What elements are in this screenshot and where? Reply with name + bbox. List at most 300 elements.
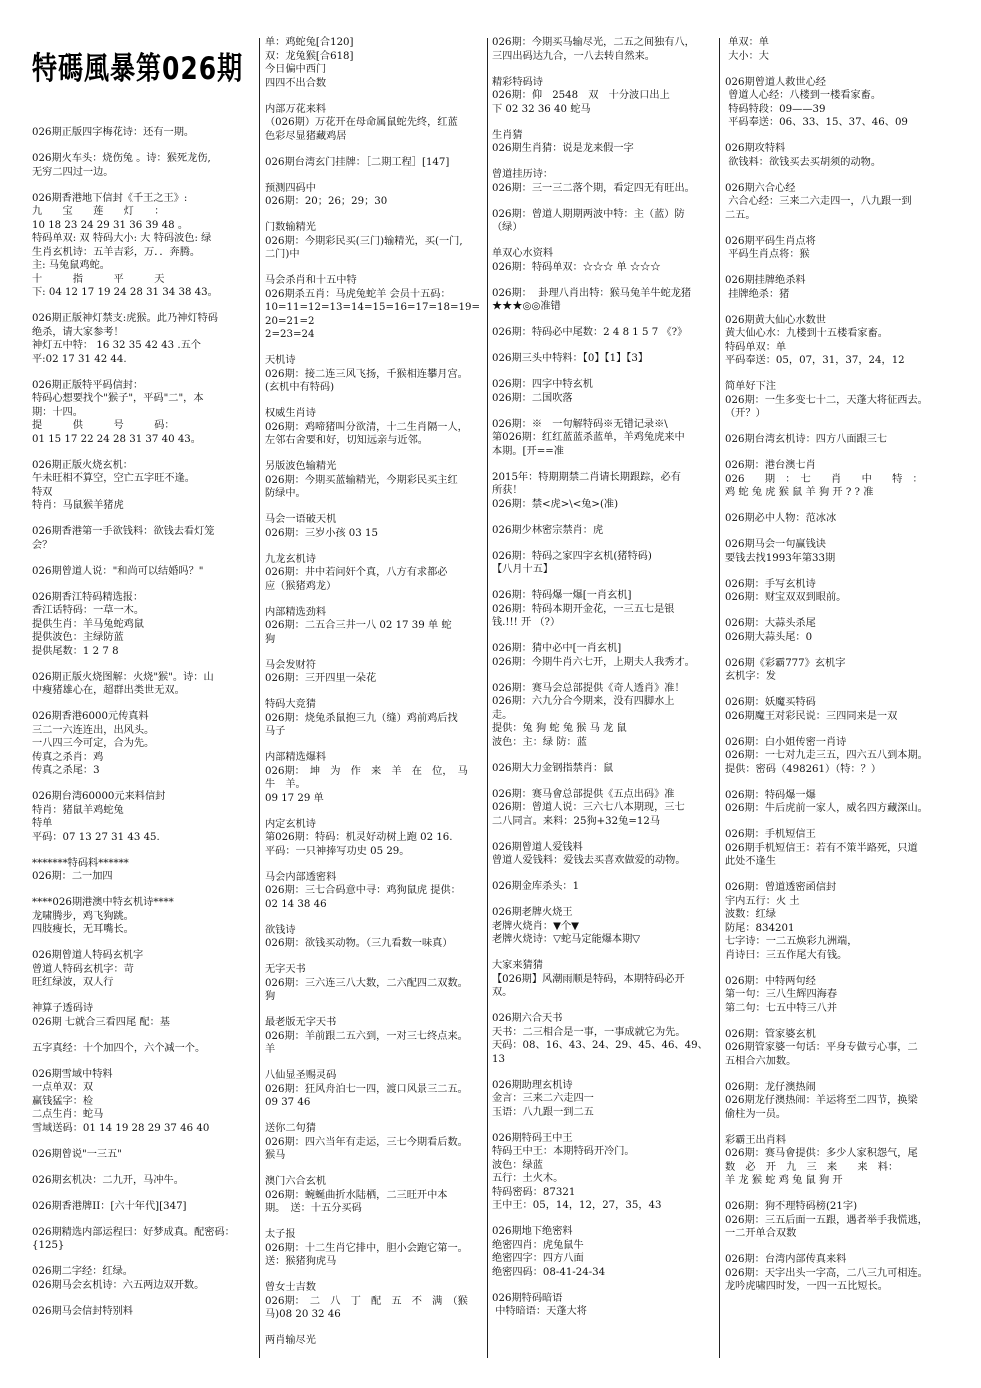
text-line: 防尾：834201 xyxy=(725,922,795,934)
text-line: 026期曾说"一三五" xyxy=(32,1148,122,1160)
text-line: 026期挂牌绝杀料 xyxy=(725,275,806,286)
text-line: 026期少林密宗禁肖：虎 xyxy=(492,524,604,536)
text-block xyxy=(725,881,950,962)
text-line: 七字诗：一二五焕彩九洲端， xyxy=(725,936,858,947)
text-block xyxy=(492,1292,717,1319)
text-block xyxy=(492,589,717,630)
text-line: 026期马会玄机诗：六五两边双开数。 xyxy=(32,1279,205,1291)
text-block xyxy=(725,380,950,421)
text-line: 026期：龙仔澳热闹 xyxy=(725,1081,816,1093)
text-line: 026期：仰 2548 双 十分波口出上 xyxy=(492,90,670,101)
text-block xyxy=(265,156,483,170)
text-block xyxy=(265,1016,483,1057)
text-line: 026期：手机短信王 xyxy=(725,829,816,840)
text-line: 026期金库杀头：1 xyxy=(492,881,580,892)
text-line: 预测四码中 xyxy=(265,182,316,194)
text-block xyxy=(32,1068,254,1136)
text-block xyxy=(32,1174,254,1188)
text-line: 猴马 xyxy=(265,1150,286,1161)
text-block xyxy=(725,1081,950,1122)
text-line: 特肖：马鼠猴羊猪虎 xyxy=(32,500,124,511)
text-block xyxy=(725,36,950,63)
text-line: 传真之杀肖：鸡 xyxy=(32,751,104,763)
text-line: 大家来猜猜 xyxy=(492,960,543,971)
text-line: 特码密码：87321 xyxy=(492,1186,576,1198)
text-block xyxy=(32,525,254,552)
text-line: 026期：三五后面一五跟，遇者举手我慌逃， xyxy=(725,1214,928,1226)
text-line: 特码心想要找个"猴子"，平码"二"，本 xyxy=(32,393,204,404)
text-block xyxy=(32,710,254,778)
text-line: 026期：蜿蜒曲折水陆栖，二三旺开中本 xyxy=(265,1189,448,1201)
text-line: 欲钱料：欲钱买去买胡须的动物。 xyxy=(725,156,882,168)
text-line: 026期：三岁小孩 03 15 xyxy=(265,527,378,539)
text-block xyxy=(265,553,483,594)
text-block xyxy=(725,736,950,777)
text-line: 13 xyxy=(492,1053,505,1065)
text-line: 大小：大 xyxy=(725,50,769,62)
text-line: 金言：三来二六走四一 xyxy=(492,1093,594,1104)
text-line: 026期：三七合码意中寻：鸡狗鼠虎 提供： xyxy=(265,885,461,896)
text-line: 期。 送：十五分买码 xyxy=(265,1203,362,1214)
text-line: 第二句：七五中特三八并 xyxy=(725,1002,838,1014)
text-line: 赢钱猛字：检 xyxy=(32,1095,94,1107)
text-block xyxy=(725,617,950,644)
text-line: 026期手机短信王：若有不策半路死，只道 xyxy=(725,842,918,854)
text-line: 026期马会信封特别料 xyxy=(32,1305,133,1317)
text-block xyxy=(265,1228,483,1269)
text-block xyxy=(265,818,483,859)
text-line: (玄机中有特码) xyxy=(265,382,335,393)
text-line: 026期：特码本期开金花，一三五七是银 xyxy=(492,603,675,615)
text-block xyxy=(32,126,254,140)
text-block xyxy=(32,1305,254,1319)
text-line: 数 必 开 九 三 来 来 料： xyxy=(725,1161,899,1173)
text-line: 十 指 平 天 xyxy=(32,273,165,285)
text-line: 026期香港牌II：[六十年代][347] xyxy=(32,1200,187,1212)
text-line: 026期正版四字梅花诗：还有一期。 xyxy=(32,127,195,138)
text-line: 会？ xyxy=(32,539,53,551)
text-line: 平码奉送：05，07，31，37，24，12 xyxy=(725,355,905,366)
text-line: 天码：08、16、43、24、29、45、46、49、 xyxy=(492,1040,708,1051)
text-line: 九龙玄机诗 xyxy=(265,553,316,565)
text-block xyxy=(492,959,717,1000)
text-line: 026期 七就合三看四尾 配：基 xyxy=(32,1016,170,1028)
text-line: 马)08 20 32 46 xyxy=(265,1309,341,1320)
text-line: 旺红绿波，双人行 xyxy=(32,977,114,988)
text-line: 门数输精光 xyxy=(265,222,316,233)
text-line: 龙啸腾步，鸡飞狗跳。 xyxy=(32,910,134,922)
text-line: 026期正版火烧图解：火烧"猴"。诗：山 xyxy=(32,671,214,683)
text-line: 曾道人特码玄机字：苛 xyxy=(32,963,134,975)
text-line: 龙吟虎啸四时发，一四一五比短长。 xyxy=(725,1281,888,1292)
text-line: 026期特码暗语 xyxy=(492,1292,563,1304)
text-line: 绝密四字：四方八面 xyxy=(492,1253,584,1264)
text-block xyxy=(725,696,950,723)
text-line: 特肖：猪鼠羊鸡蛇兔 xyxy=(32,804,124,816)
text-line: 单双：单 xyxy=(725,37,769,48)
text-line: 内部精选爆料 xyxy=(265,752,327,763)
text-line: 神灯五中特： 16 32 35 42 43 .五个 xyxy=(32,340,201,351)
text-line: 026 期 ： 七 肖 中 特 ： xyxy=(725,473,923,485)
text-line: 026期雪域中特料 xyxy=(32,1068,113,1080)
text-line: 绝密四肖：虎兔鼠牛 xyxy=(492,1239,584,1251)
text-line: 下 02 32 36 40 蛇马 xyxy=(492,103,591,115)
text-line: 026期《彩霸777》玄机字 xyxy=(725,657,846,669)
text-line: 平码生肖点将：猴 xyxy=(725,249,810,260)
text-line: 026期：十二生肖它排中，胆小会跑它第一。 xyxy=(265,1242,468,1254)
text-line: 026期马会一句赢钱诀 xyxy=(725,539,826,550)
text-line: 026期生肖猜：说是龙来假一字 xyxy=(492,143,634,154)
text-block xyxy=(492,642,717,669)
text-line: 三二一六连连出，出风头。 xyxy=(32,724,155,736)
text-line: 026期：特码单双：☆☆☆ 单 ☆☆☆ xyxy=(492,261,661,273)
text-block xyxy=(32,949,254,990)
text-block xyxy=(492,326,717,340)
text-line: 平码：07 13 27 31 43 45. xyxy=(32,831,160,843)
text-line: 另版波色输精光 xyxy=(265,461,337,472)
text-line: 玄机字：发 xyxy=(725,671,776,682)
text-line: 026期：四六当年有走运，三七今期看后数。 xyxy=(265,1136,468,1148)
text-line: 026期：三一三二落个期，看定四无有旺出。 xyxy=(492,182,695,194)
text-block xyxy=(265,606,483,647)
text-line: 026期：台湾内部传真来料 xyxy=(725,1254,847,1265)
text-line: 026期：特码必中尾数：2 4 8 1 5 7 《?》 xyxy=(492,327,688,338)
text-line: 一八四三今可定，合为先。 xyxy=(32,738,155,749)
text-line: 026期：今期牛肖六七开，上期夫人我秀才。 xyxy=(492,656,695,668)
text-block xyxy=(32,152,254,179)
text-block xyxy=(725,235,950,262)
text-line: 提供：密码（498261）（特：？） xyxy=(725,763,882,775)
text-line: 偷柱为一员。 xyxy=(725,1108,787,1120)
text-line: 挂牌绝杀：猪 xyxy=(725,288,790,300)
text-line: 送你二句猜 xyxy=(265,1123,316,1134)
text-line: 提 供 号 码： xyxy=(32,420,175,431)
text-block xyxy=(265,103,483,144)
text-line: 026期正版神灯禁支:虎猴。此乃神灯特码 xyxy=(32,313,218,324)
text-line: 026期黄大仙心水数世 xyxy=(725,314,826,326)
text-line: 026期：港台澳七肖 xyxy=(725,460,816,471)
text-line: 下: 04 12 17 19 24 28 31 34 38 43。 xyxy=(32,287,218,298)
text-line: 生肖猜 xyxy=(492,129,523,141)
text-line: {125} xyxy=(32,1240,65,1251)
text-line: 玉语：八九跟一到二五 xyxy=(492,1106,594,1118)
text-line: 026期：禁<虎>\<兔>(准) xyxy=(492,498,619,510)
text-line: 平码奉送：06、33、15、37、46、09 xyxy=(725,117,908,128)
text-line: 特双 xyxy=(32,486,53,498)
text-line: 026期曾道人说："和尚可以结婚吗？" xyxy=(32,565,204,577)
text-block xyxy=(265,924,483,951)
text-line: 生肖玄机诗：五羊吉彩，万．．奔腾。 xyxy=(32,246,201,258)
text-block xyxy=(725,314,950,368)
text-block xyxy=(32,790,254,844)
text-line: 026期二字经：红绿。 xyxy=(32,1266,133,1277)
text-line: 026期曾道人救世心经 xyxy=(725,76,826,88)
text-block xyxy=(492,841,717,868)
text-block xyxy=(492,471,717,512)
text-block xyxy=(725,789,950,816)
text-block xyxy=(32,1042,254,1056)
text-block xyxy=(725,459,950,500)
text-line: 马会内部透密料 xyxy=(265,871,337,883)
text-line: 01 15 17 22 24 28 31 37 40 43。 xyxy=(32,433,201,445)
text-block xyxy=(265,1175,483,1216)
text-block xyxy=(492,129,717,156)
text-line: 026期六合心经 xyxy=(725,182,796,194)
text-line: 026期：管家婆玄机 xyxy=(725,1028,816,1040)
text-line: 午未旺相不算空，空亡五字旺不逢。 xyxy=(32,473,195,484)
text-line: 特码特段：09——39 xyxy=(725,103,826,115)
text-line: 老牌火烧诗：▽蛇马定能爆本期▽ xyxy=(492,934,641,945)
text-line: 026期老牌火烧王 xyxy=(492,907,573,918)
text-line: 09 37 46 xyxy=(265,1097,311,1108)
text-block xyxy=(265,407,483,448)
text-block xyxy=(265,871,483,912)
text-line: 026期：妖魔买特码 xyxy=(725,697,816,708)
text-line: 026期曾道人爱钱料 xyxy=(492,841,583,853)
text-line: 二八同言。来料：25狗+32兔=12马 xyxy=(492,815,661,827)
text-line: （026期）万花开在母命属鼠蛇先终，红蓝 xyxy=(265,117,458,128)
text-line: 提供：兔 狗 蛇 兔 猴 马 龙 鼠 xyxy=(492,723,627,734)
text-line: 黄大仙心水：九楼到十五楼看家畜。 xyxy=(725,328,888,339)
text-block xyxy=(265,182,483,209)
text-block xyxy=(492,418,717,459)
text-line: 马子 xyxy=(265,726,286,737)
text-block xyxy=(492,906,717,947)
text-line: 一点单双：双 xyxy=(32,1082,94,1093)
text-line: 特单 xyxy=(32,818,53,829)
text-line: 权威生肖诗 xyxy=(265,408,316,419)
text-line: 026期： 坤 为 作 来 羊 在 位， 马 牛 羊。 xyxy=(265,765,478,790)
text-line: 026期魔王对彩民说：三四同来是一双 xyxy=(725,710,898,722)
text-line: 左邻右舍要和好，切知远亲与近邻。 xyxy=(265,435,428,446)
text-line: 一二开单合双数 xyxy=(725,1228,797,1239)
text-block xyxy=(725,538,950,565)
text-line: 026期助理玄机诗 xyxy=(492,1079,573,1091)
text-line: 波数：红绿 xyxy=(725,909,776,920)
text-line: 026期：※ 一句解特码※无错记录※\ xyxy=(492,418,668,430)
text-block xyxy=(32,312,254,366)
text-block xyxy=(265,963,483,1004)
text-line: 内定玄机诗 xyxy=(265,818,316,830)
text-block xyxy=(492,762,717,776)
column-divider-3 xyxy=(719,38,720,1358)
text-line: ****026期港澳中特玄机诗**** xyxy=(32,897,174,908)
text-line: （绿） xyxy=(492,222,523,233)
text-line: 鸡 蛇 兔 虎 猴 鼠 羊 狗 开 ? ? 准 xyxy=(725,487,874,498)
text-line: 026期：曾道人期期两波中特：主（蓝）防 xyxy=(492,208,685,220)
column-2 xyxy=(265,36,483,1360)
text-line: 单双心水资料 xyxy=(492,248,554,259)
text-line: 五字真经：十个加四个，六个减一个。 xyxy=(32,1042,206,1054)
text-line: 特码王中王：本期特码开冷门。 xyxy=(492,1146,635,1157)
text-line: 精彩特码诗 xyxy=(492,76,543,88)
text-line: 10 18 23 24 29 31 36 39 48 。 xyxy=(32,219,189,231)
text-block xyxy=(492,880,717,894)
text-line: 所获！ xyxy=(492,485,523,496)
text-line: 二五。 xyxy=(725,209,756,221)
text-line: 简单好下注 xyxy=(725,381,776,392)
text-line: 六合心经：三来二六走四一，八九跟一到 xyxy=(725,196,912,207)
text-line: 双：龙兔猴[合618] xyxy=(265,50,354,62)
text-line: 羊 xyxy=(265,1044,276,1055)
text-block xyxy=(725,142,950,169)
text-line: 防绿中。 xyxy=(265,488,306,499)
text-block xyxy=(492,287,717,314)
text-line: 宇内五行：火 土 xyxy=(725,895,800,907)
text-line: 色彩尽显猪藏鸡居 xyxy=(265,130,347,142)
text-block xyxy=(32,1200,254,1214)
text-line: 天机诗 xyxy=(265,355,296,366)
text-line: 026期：天字出头一字高，二八三九可相连。 xyxy=(725,1267,928,1279)
text-line: 特码单双: 双 特码大小: 大 特码波色: 绿 xyxy=(32,233,212,244)
text-line: 026期：狂风舟泊七一四，渡口风景三二五。 xyxy=(265,1083,468,1095)
text-line: 走。 xyxy=(492,709,513,721)
text-block xyxy=(265,1069,483,1110)
text-line: 传真之杀尾：3 xyxy=(32,765,100,776)
text-line: 平:02 17 31 42 44. xyxy=(32,353,127,365)
text-line: 应（猴猪鸡龙） xyxy=(265,580,337,592)
text-line: 026期：财宝双双到眼前。 xyxy=(725,592,847,603)
text-line: 026期：二一加四 xyxy=(32,871,113,882)
text-line: 特码单双：单 xyxy=(725,341,787,353)
text-block xyxy=(725,76,950,130)
text-line: 二点生肖：蛇马 xyxy=(32,1109,104,1120)
text-block xyxy=(492,682,717,750)
text-line: 钱.!!! 开 （?） xyxy=(492,617,561,628)
text-line: 026期：狗不理特码榜(21字) xyxy=(725,1201,858,1212)
text-line: 提供生肖：羊马兔蛇鸡鼠 xyxy=(32,618,145,630)
text-line: 特码大竞猜 xyxy=(265,699,316,710)
text-line: 026期香港6000元传真料 xyxy=(32,711,149,722)
text-block xyxy=(265,354,483,395)
text-line: 要钱去找1993年第33期 xyxy=(725,552,836,564)
text-line: 026期台湾玄门挂牌：［二期工程］[147] xyxy=(265,156,450,168)
text-line: 中瘦猪雄心在，超群出类世无双。 xyxy=(32,685,185,696)
text-line: 2015年：特期期禁二肖请长期跟踪，必有 xyxy=(492,471,681,483)
text-line: 026期：烧兔杀鼠抱三九（缝）鸡前鸡后找 xyxy=(265,712,458,724)
text-block xyxy=(265,513,483,540)
text-block xyxy=(265,698,483,739)
text-line: 波色：绿蓝 xyxy=(492,1159,543,1171)
text-line: 马会发财符 xyxy=(265,659,316,671)
text-line: 026期：赛马會总部提供《五点出码》准 xyxy=(492,788,675,800)
text-line: 第一句：三八生辉四海春 xyxy=(725,989,838,1000)
text-block xyxy=(265,221,483,262)
text-line: 026期玄机决：二九开，马冲牛。 xyxy=(32,1174,184,1186)
text-line: 狗 xyxy=(265,633,276,645)
text-line: 026期：羊前跟二五六到，一对三七终点来。 xyxy=(265,1030,468,1042)
text-line: 026期曾道人特码玄机字 xyxy=(32,950,144,961)
text-line: 026期攻特料 xyxy=(725,143,786,154)
text-block xyxy=(32,857,254,884)
text-block xyxy=(492,208,717,235)
text-line: 马会一语破天机 xyxy=(265,514,337,525)
text-line: 四肢瘦长，无耳嘴长。 xyxy=(32,924,134,935)
text-block xyxy=(492,247,717,274)
text-line: 026期： 二 八 丁 配 五 不 满 （猴 xyxy=(265,1295,468,1307)
text-block xyxy=(265,36,483,90)
text-line: 三四出码达九合，一八去转自然来。 xyxy=(492,50,655,62)
text-line: 曾道人爱钱料：爱钱去买喜欢做爱的动物。 xyxy=(492,855,686,866)
column-3 xyxy=(492,36,717,1331)
text-line: 曾道挂历诗： xyxy=(492,169,554,180)
text-line: 肖诗曰：三五作尾大有钱。 xyxy=(725,949,848,961)
text-line: 026期：中特两句经 xyxy=(725,975,816,987)
text-line: 026期：特码爆一爆[一肖玄机] xyxy=(492,590,632,601)
text-line: 二门)中 xyxy=(265,249,300,260)
text-line: 026期：赛马會提供：多少人家积怨气，尾 xyxy=(725,1148,918,1159)
text-block xyxy=(32,192,254,300)
text-block xyxy=(32,379,254,447)
text-line: 026期台湾60000元来料信封 xyxy=(32,791,166,802)
text-line: 香江话特码：一草一木。 xyxy=(32,605,145,616)
text-line: 026期：六九分合今期来，没有四脚水上 xyxy=(492,696,675,707)
text-line: *******特码料****** xyxy=(32,857,129,869)
text-line: 雪域送码：01 14 19 28 29 37 46 40 xyxy=(32,1122,210,1134)
column-1 xyxy=(32,126,254,1331)
text-line: 026期：三开四里一朵花 xyxy=(265,673,377,684)
text-block xyxy=(725,828,950,869)
text-block xyxy=(265,460,483,501)
text-line: 四四不出合数 xyxy=(265,77,327,89)
text-line: 026期：二国吹落 xyxy=(492,392,573,404)
text-block xyxy=(492,36,717,63)
text-block xyxy=(725,512,950,526)
text-line: 本期。[开==准 xyxy=(492,445,564,457)
text-line: 【八月十五】 xyxy=(492,564,554,575)
text-line: 羊 龙 猴 蛇 鸡 兔 鼠 狗 开 xyxy=(725,1175,843,1186)
text-block xyxy=(492,76,717,117)
text-line: ★★★◎◎准错 xyxy=(492,301,561,312)
text-line: 026期：鸡啼猪叫分欲清，十二生肖隔一人， xyxy=(265,421,468,433)
text-block xyxy=(492,1132,717,1213)
text-line: 026期杀五肖：马虎兔蛇羊 会员十五码： xyxy=(265,288,451,300)
text-line: 主: 马兔鼠鸡蛇。 xyxy=(32,260,110,271)
text-line: 送：猴猪狗虎马 xyxy=(265,1256,337,1267)
text-line: 026期香港第一手欲钱料：欲钱去看灯笼 xyxy=(32,526,215,537)
text-line: 澳门六合玄机 xyxy=(265,1176,327,1187)
text-line: 五行：土火木。 xyxy=(492,1173,564,1184)
text-line: 026期：曾道透密函信封 xyxy=(725,882,837,893)
text-line: 026期六合天书 xyxy=(492,1013,563,1024)
text-block xyxy=(265,1334,483,1348)
text-line: 曾女士吉数 xyxy=(265,1282,316,1293)
text-line: 026期：今期彩民买(三门)输精光，买(一门, xyxy=(265,235,463,247)
text-line: 内部精选劲料 xyxy=(265,606,327,618)
text-line: 无穷二四过一边。 xyxy=(32,166,114,178)
text-block xyxy=(265,1281,483,1322)
text-block xyxy=(725,433,950,447)
text-block xyxy=(492,168,717,195)
text-block xyxy=(32,1002,254,1029)
text-line: 026期香江特码精选报： xyxy=(32,591,144,603)
text-line: 五相合六加数。 xyxy=(725,1055,797,1067)
text-line: 026期：手写玄机诗 xyxy=(725,578,816,590)
text-line: 026期：今期买马输尽光，二五之间独有八， xyxy=(492,37,695,48)
text-line: 026期正版火烧玄机： xyxy=(32,459,133,471)
text-line: 彩霸王出肖料 xyxy=(725,1134,787,1146)
text-line: 狗 xyxy=(265,991,276,1002)
text-block xyxy=(32,591,254,659)
text-line: 026期：四字中特玄机 xyxy=(492,379,593,390)
text-line: 026期：一生多变七十二，天蓬大将征西去。 xyxy=(725,394,928,406)
text-line: 单：鸡蛇兔[合120] xyxy=(265,37,354,48)
text-line: 提供尾数：1 2 7 8 xyxy=(32,645,119,657)
text-block xyxy=(32,459,254,513)
text-line: 绝密四码：08-41-24-34 xyxy=(492,1266,606,1278)
text-line: 026期：井中若问奸个真，八方有求都必 xyxy=(265,567,448,578)
text-block xyxy=(725,274,950,301)
